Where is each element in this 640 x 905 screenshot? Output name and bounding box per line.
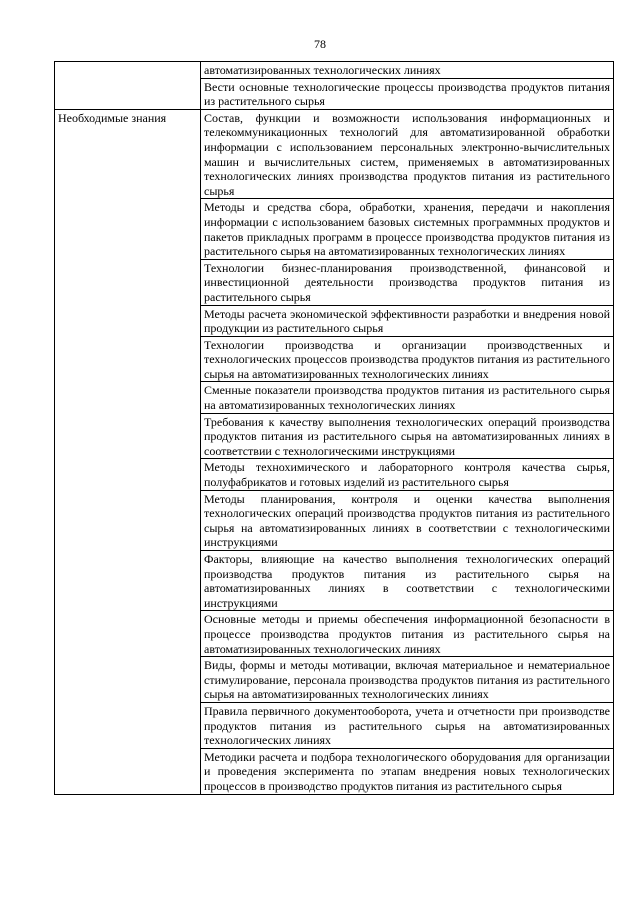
empty-label-cell (55, 62, 201, 110)
competency-table (54, 61, 614, 795)
table-cell: Методики расчета и подбора технологического оборудования для организации и проведения эксперимента по этапам внедрения новых технологических процессов в производство продуктов питания из растительного сырья (201, 748, 614, 794)
section-label: Необходимые знания (55, 109, 201, 794)
table-row (55, 62, 614, 79)
table-cell: Методы технохимического и лабораторного контроля качества сырья, полуфабрикатов и готовых изделий из растительного сырья (201, 459, 614, 490)
table-cell: автоматизированных технологических линиях (201, 62, 614, 79)
table-cell: Технологии производства и организации производственных и технологических процессов производства продуктов питания из растительного сырья на автоматизированных технологических линиях (201, 336, 614, 382)
table-cell: Состав, функции и возможности использования информационных и телекоммуникационных технологий для автоматизированной обработки информации с использованием персональных электронно-вычислительных машин и вычислительных систем, применяемых в автоматизированных технологических линиях производства продуктов питания из растительного сырья (201, 109, 614, 199)
table-cell: Технологии бизнес-планирования производственной, финансовой и инвестиционной деятельности производства продуктов питания из растительного сырья (201, 259, 614, 305)
table-cell: Сменные показатели производства продуктов питания из растительного сырья на автоматизированных технологических линиях (201, 382, 614, 413)
table-cell: Методы и средства сбора, обработки, хранения, передачи и накопления информации с использованием базовых системных программных продуктов и пакетов прикладных программ в процессе производства продуктов питания из растительного сырья на автоматизированных технологических линиях (201, 199, 614, 259)
table-cell: Основные методы и приемы обеспечения информационной безопасности в процессе производства продуктов питания из растительного сырья на автоматизированных технологических линиях (201, 611, 614, 657)
table-row (55, 109, 614, 199)
table-cell: Вести основные технологические процессы производства продуктов питания из растительного сырья (201, 78, 614, 109)
table-cell: Методы планирования, контроля и оценки качества выполнения технологических операций производства продуктов питания из растительного сырья на автоматизированных линиях в соответствии с технологическими инструкциями (201, 490, 614, 550)
table-cell: Виды, формы и методы мотивации, включая материальное и нематериальное стимулирование, персонала производства продуктов питания из растительного сырья на автоматизированных технологических линиях (201, 657, 614, 703)
page-number: 78 (314, 37, 326, 51)
table-cell: Методы расчета экономической эффективности разработки и внедрения новой продукции из растительного сырья (201, 305, 614, 336)
table-cell: Факторы, влияющие на качество выполнения технологических операций производства продуктов питания из растительного сырья на автоматизированных линиях в соответствии с технологическими инструкциями (201, 551, 614, 611)
table-cell: Требования к качеству выполнения технологических операций производства продуктов питания из растительного сырья на автоматизированных линиях в соответствии с технологическими инструкциями (201, 413, 614, 459)
table-cell: Правила первичного документооборота, учета и отчетности при производстве продуктов питания из растительного сырья на автоматизированных технологических линиях (201, 702, 614, 748)
